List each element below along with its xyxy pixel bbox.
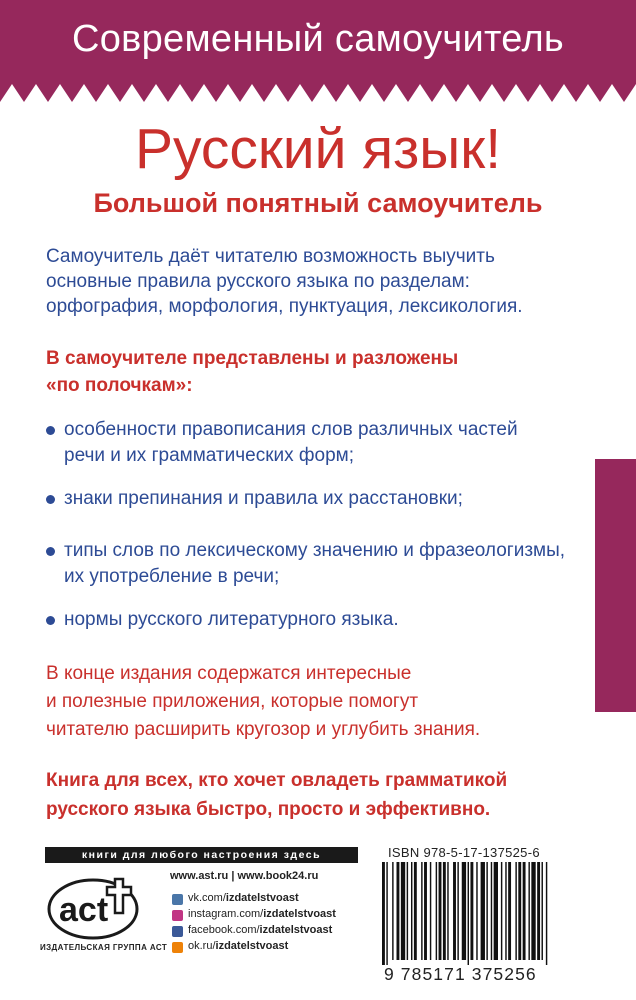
barcode-bar <box>411 862 412 960</box>
social-prefix: vk.com/ <box>188 892 226 904</box>
bullet-line: знаки препинания и правила их расстановки; <box>64 488 463 509</box>
barcode-bar <box>491 862 492 960</box>
barcode-bar <box>546 862 547 965</box>
social-handle: izdatelstvoast <box>259 924 333 936</box>
barcode-bar <box>528 862 529 960</box>
intro-line: основные правила русского языка по разделам: <box>46 271 470 292</box>
barcode-bar <box>436 862 437 960</box>
book-subtitle: Большой понятный самоучитель <box>93 188 543 218</box>
ok-icon <box>172 942 183 953</box>
bullet-line: особенности правописания слов различных частей <box>64 419 518 440</box>
websites: www.ast.ru | www.book24.ru <box>170 870 319 882</box>
logo-text: act <box>59 891 109 929</box>
bullet-line: речи и их грамматических форм; <box>64 445 355 466</box>
barcode-bar <box>397 862 400 960</box>
closing-statement <box>46 766 507 824</box>
ast-logo-icon <box>45 873 145 941</box>
barcode-bar <box>457 862 458 960</box>
bullet-text <box>64 486 584 512</box>
social-prefix: facebook.com/ <box>188 924 260 936</box>
social-handle: izdatelstvoast <box>215 940 289 952</box>
instagram-icon <box>172 910 183 921</box>
barcode-bar <box>421 862 422 960</box>
intro-paragraph <box>46 244 566 319</box>
barcode-bar <box>518 862 521 960</box>
barcode-bar <box>401 862 405 960</box>
bullet-text <box>64 607 584 633</box>
barcode-bar <box>523 862 526 960</box>
section-heading-line: В самоучителе представлены и разложены <box>46 348 459 369</box>
book-title: Русский язык! <box>134 117 502 181</box>
barcode-bar <box>508 862 511 960</box>
barcode-bar <box>476 862 477 960</box>
barcode-bar <box>481 862 485 960</box>
bullet-line: типы слов по лексическому значению и фразеологизмы, <box>64 540 566 561</box>
barcode-bar <box>462 862 466 960</box>
closing-line: русского языка быстро, просто и эффективно. <box>46 799 491 820</box>
barcode-bar <box>468 862 469 965</box>
barcode-bar <box>531 862 535 960</box>
closing-line: Книга для всех, кто хочет овладеть грамматикой <box>46 770 508 791</box>
barcode-bar <box>439 862 442 960</box>
barcode-bar <box>447 862 448 960</box>
barcode-bar <box>470 862 473 960</box>
appendix-line: В конце издания содержатся интересные <box>46 663 412 684</box>
barcode-bar <box>501 862 502 960</box>
bullet-text <box>64 538 584 590</box>
isbn-label: ISBN 978-5-17-137525-6 <box>388 845 540 860</box>
facebook-icon <box>172 926 183 937</box>
appendix-line: и полезные приложения, которые помогут <box>46 691 419 712</box>
bullet-dot-icon <box>46 616 55 625</box>
barcode-bar <box>537 862 540 960</box>
bullet-line: нормы русского литературного языка. <box>64 609 399 630</box>
bullet-dot-icon <box>46 426 55 435</box>
barcode-bar <box>407 862 408 960</box>
barcode-bar <box>515 862 516 960</box>
barcode-bar <box>430 862 431 960</box>
barcode-bar <box>494 862 498 960</box>
barcode-bar <box>386 862 387 965</box>
section-heading-line: «по полочкам»: <box>46 375 193 396</box>
social-handle: izdatelstvoast <box>263 908 336 920</box>
barcode-digits: 9 785171 375256 <box>384 964 537 984</box>
tagline-strip: книги для любого настроения здесь <box>45 847 358 863</box>
social-handle: izdatelstvoast <box>225 892 299 904</box>
top-banner <box>0 0 636 108</box>
appendix-paragraph <box>46 660 480 744</box>
barcode-icon <box>378 862 606 965</box>
intro-line: Самоучитель даёт читателю возможность выучить <box>46 246 495 267</box>
barcode-bar <box>505 862 506 960</box>
appendix-line: читателю расширить кругозор и углубить знания. <box>46 719 481 740</box>
barcode-bar <box>414 862 417 960</box>
publisher-name: ИЗДАТЕЛЬСКАЯ ГРУППА АСТ <box>40 943 168 952</box>
barcode-bar <box>486 862 487 960</box>
barcode-bar <box>424 862 427 960</box>
section-heading <box>46 345 458 399</box>
barcode-bar <box>453 862 456 960</box>
series-title: Современный самоучитель <box>71 18 565 60</box>
vk-icon <box>172 894 183 905</box>
barcode-bar <box>443 862 446 960</box>
bullet-text <box>64 417 584 469</box>
bullet-dot-icon <box>46 547 55 556</box>
barcode-bar <box>542 862 543 960</box>
social-prefix: instagram.com/ <box>188 908 264 920</box>
barcode-bar <box>392 862 393 960</box>
side-tab <box>595 459 636 712</box>
bullet-dot-icon <box>46 495 55 504</box>
bullet-line: их употребление в речи; <box>64 566 280 587</box>
social-prefix: ok.ru/ <box>188 940 216 952</box>
barcode-bar <box>382 862 385 965</box>
intro-line: орфография, морфология, пунктуация, лексикология. <box>46 296 523 317</box>
